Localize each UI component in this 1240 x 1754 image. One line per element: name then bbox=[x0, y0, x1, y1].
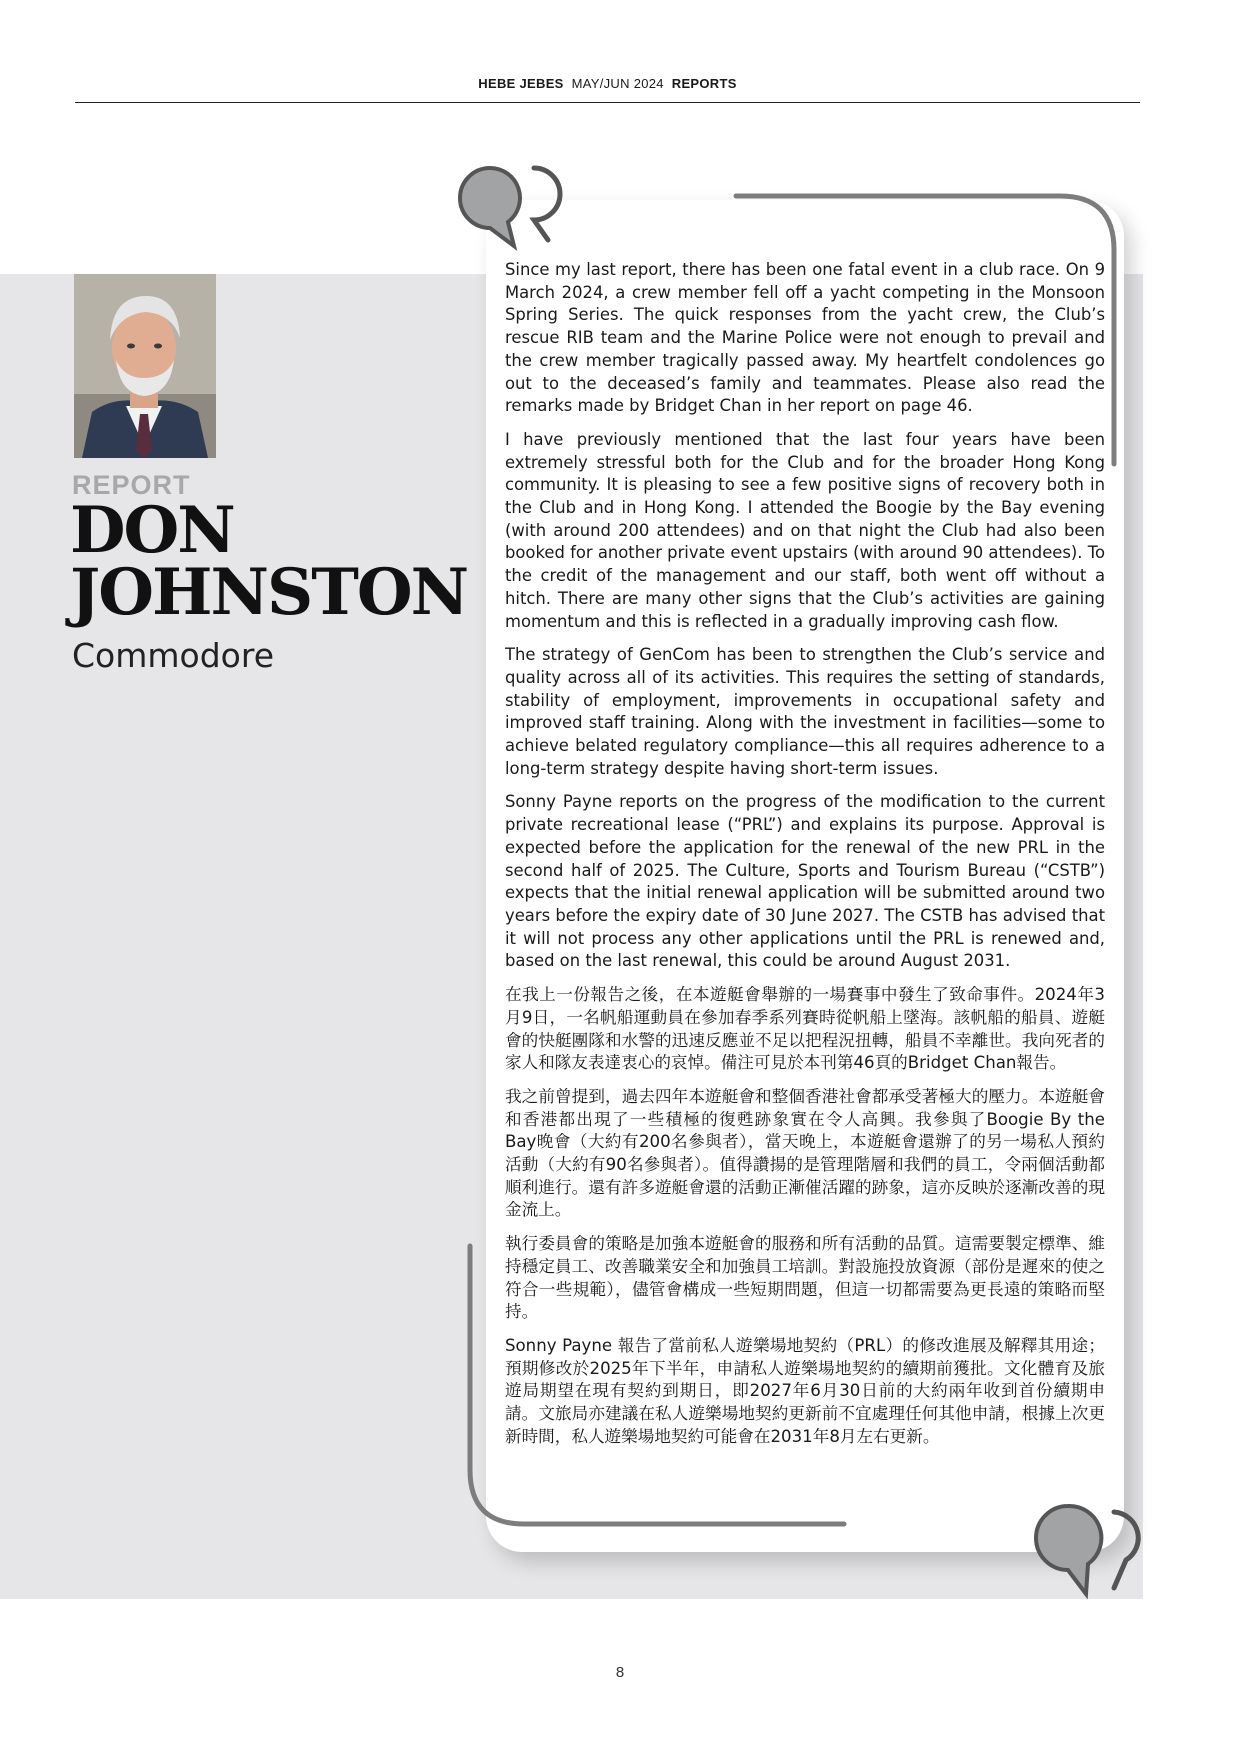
section-title: REPORTS bbox=[671, 76, 737, 91]
author-portrait bbox=[74, 274, 216, 458]
author-name-last: JOHNSTON bbox=[70, 555, 468, 630]
paragraph-zh-2: 我之前曾提到，過去四年本遊艇會和整個香港社會都承受著極大的壓力。本遊艇會和香港都出現了一些積極的復甦跡象實在令人高興。我參與了Boogie By the Bay晚會（大約有200名參與者），當天晚上，本遊艇會還辦了的另一場私人預約活動（大約有90名參與者）。值得讚揚的是管理階層和我們的員工，令兩個活動都順利進行。還有許多遊艇會還的活動正漸催活躍的跡象，這亦反映於逐漸改善的現金流上。 bbox=[505, 1086, 1105, 1220]
paragraph-zh-4: Sonny Payne 報告了當前私人遊樂場地契約（PRL）的修改進展及解釋其用途；預期修改於2025年下半年，申請私人遊樂場地契約的續期前獲批。文化體育及旅遊局期望在現有契約到期日，即2027年6月30日前的大約兩年收到首份續期申請。文旅局亦建議在私人遊樂場地契約更新前不宜處理任何其他申請，根據上次更新時間，私人遊樂場地契約可能會在2031年8月左右更新。 bbox=[505, 1335, 1105, 1446]
publication-title: HEBE JEBES bbox=[478, 76, 564, 91]
decorative-quote-top-icon bbox=[452, 162, 582, 252]
paragraph-en-2: I have previously mentioned that the last four years have been extremely stressful both for the Club and for the broader Hong Kong community. It is pleasing to see a few positive signs of recovery both in the Club and in Hong Kong. I attended the Boogie by the Bay evening (with around 200 attendees) and on that night the Club had also been booked for another private event upstairs (with around 90 attendees). To the credit of the management and our staff, both went off without a hitch. There are many other signs that the Club’s activities are gaining momentum and this is reflected in a gradually improving cash flow. bbox=[505, 429, 1105, 631]
paragraph-en-3: The strategy of GenCom has been to strengthen the Club’s service and quality across all of its activities. This requires the setting of standards, stability of employment, improvements in occupational safety and improved staff training. Along with the investment in facilities—some to achieve belated regulatory compliance—this all requires adherence to a long-term strategy despite having short-term issues. bbox=[505, 645, 1105, 778]
page-number: 8 bbox=[615, 1664, 625, 1681]
author-name-first: DON bbox=[70, 493, 234, 568]
issue-date: MAY/JUN 2024 bbox=[571, 76, 664, 91]
paragraph-en-1: Since my last report, there has been one fatal event in a club race. On 9 March 2024, a crew member fell off a yacht competing in the Monsoon Spring Series. The quick responses from the yacht crew, the Club’s rescue RIB team and the Marine Police were not enough to prevail and the crew member tragically passed away. My heartfelt condolences go out to the deceased’s family and teammates. Please also read the remarks made by Bridget Chan in her report on page 46. bbox=[505, 260, 1105, 416]
running-header bbox=[75, 76, 1140, 103]
report-label: REPORT bbox=[72, 470, 191, 500]
report-body bbox=[505, 259, 1105, 1459]
paragraph-zh-1: 在我上一份報告之後，在本遊艇會舉辦的一場賽事中發生了致命事件。2024年3月9日，一名帆船運動員在參加春季系列賽時從帆船上墜海。該帆船的船員、遊艇會的快艇團隊和水警的迅速反應並不足以把程況扭轉，船員不幸離世。我向死者的家人和隊友表達衷心的哀悼。備注可見於本刊第46頁的Bridget Chan報告。 bbox=[505, 985, 1105, 1073]
paragraph-en-4: Sonny Payne reports on the progress of the modification to the current private recreational lease (“PRL”) and explains its purpose. Approval is expected before the application for the renewal of the new PRL in the second half of 2025. The Culture, Sports and Tourism Bureau (“CSTB”) expects that the initial renewal application will be submitted around two years before the expiry date of 30 June 2027. The CSTB has advised that it will not process any other applications until the PRL is renewed and, based on the last renewal, this could be around August 2031. bbox=[505, 792, 1105, 971]
paragraph-zh-3: 執行委員會的策略是加強本遊艇會的服務和所有活動的品質。這需要製定標準、維持穩定員工、改善職業安全和加強員工培訓。對設施投放資源（部份是遲來的使之符合一些規範），儘管會構成一些短期問題，但這一切都需要為更長遠的策略而堅持。 bbox=[505, 1234, 1105, 1322]
author-name bbox=[70, 493, 470, 630]
decorative-quote-bottom-icon bbox=[1028, 1502, 1148, 1602]
author-role: Commodore bbox=[72, 636, 274, 675]
